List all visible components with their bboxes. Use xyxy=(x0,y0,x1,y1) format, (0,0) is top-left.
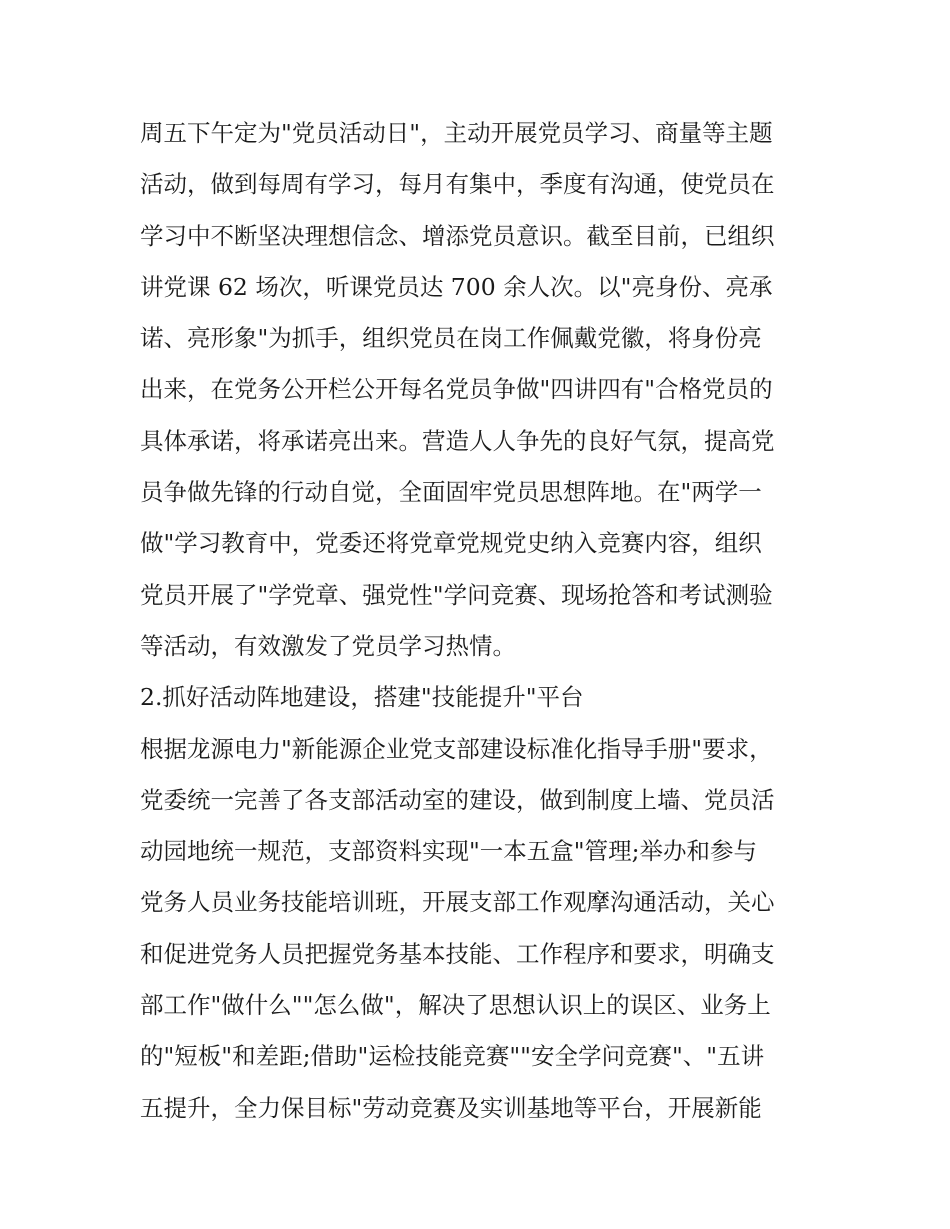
text-line: 党委统一完善了各支部活动室的建设，做到制度上墙、党员活 xyxy=(140,785,775,814)
text-line: 具体承诺，将承诺亮出来。营造人人争先的良好气氛，提高党 xyxy=(140,426,775,455)
text-line: 的"短板"和差距;借助"运检技能竞赛""安全学问竞赛"、"五讲 xyxy=(140,1042,765,1071)
text-line: 动园地统一规范，支部资料实现"一本五盒"管理;举办和参与 xyxy=(140,837,758,866)
text-line: 和促进党务人员把握党务基本技能、工作程序和要求，明确支 xyxy=(140,939,775,968)
text-line: 活动，做到每周有学习，每月有集中，季度有沟通，使党员在 xyxy=(140,170,775,199)
body-text xyxy=(140,108,830,1134)
text-line: 等活动，有效激发了党员学习热情。 xyxy=(140,631,516,660)
section-heading: 2.抓好活动阵地建设，搭建"技能提升"平台 xyxy=(140,683,584,712)
text-line: 部工作"做什么""怎么做"，解决了思想认识上的误区、业务上 xyxy=(140,991,771,1020)
text-line: 党员开展了"学党章、强党性"学问竞赛、现场抢答和考试测验 xyxy=(140,580,773,609)
text-line: 讲党课 62 场次，听课党员达 700 余人次。以"亮身份、亮承 xyxy=(140,272,773,301)
text-line: 出来，在党务公开栏公开每名党员争做"四讲四有"合格党员的 xyxy=(140,375,773,404)
text-line: 周五下午定为"党员活动日"，主动开展党员学习、商量等主题 xyxy=(140,119,773,147)
text-line: 党务人员业务技能培训班，开展支部工作观摩沟通活动，关心 xyxy=(140,888,775,917)
text-line: 根据龙源电力"新能源企业党支部建设标准化指导手册"要求， xyxy=(140,734,773,763)
text-line: 学习中不断坚决理想信念、增添党员意识。截至目前，已组织 xyxy=(140,221,775,250)
text-line: 五提升，全力保目标"劳动竞赛及实训基地等平台，开展新能 xyxy=(140,1093,762,1122)
text-line: 员争做先锋的行动自觉，全面固牢党员思想阵地。在"两学一 xyxy=(140,478,762,507)
text-line: 做"学习教育中，党委还将党章党规党史纳入竞赛内容，组织 xyxy=(140,529,762,558)
text-line: 诺、亮形象"为抓手，组织党员在岗工作佩戴党徽，将身份亮 xyxy=(140,324,762,353)
